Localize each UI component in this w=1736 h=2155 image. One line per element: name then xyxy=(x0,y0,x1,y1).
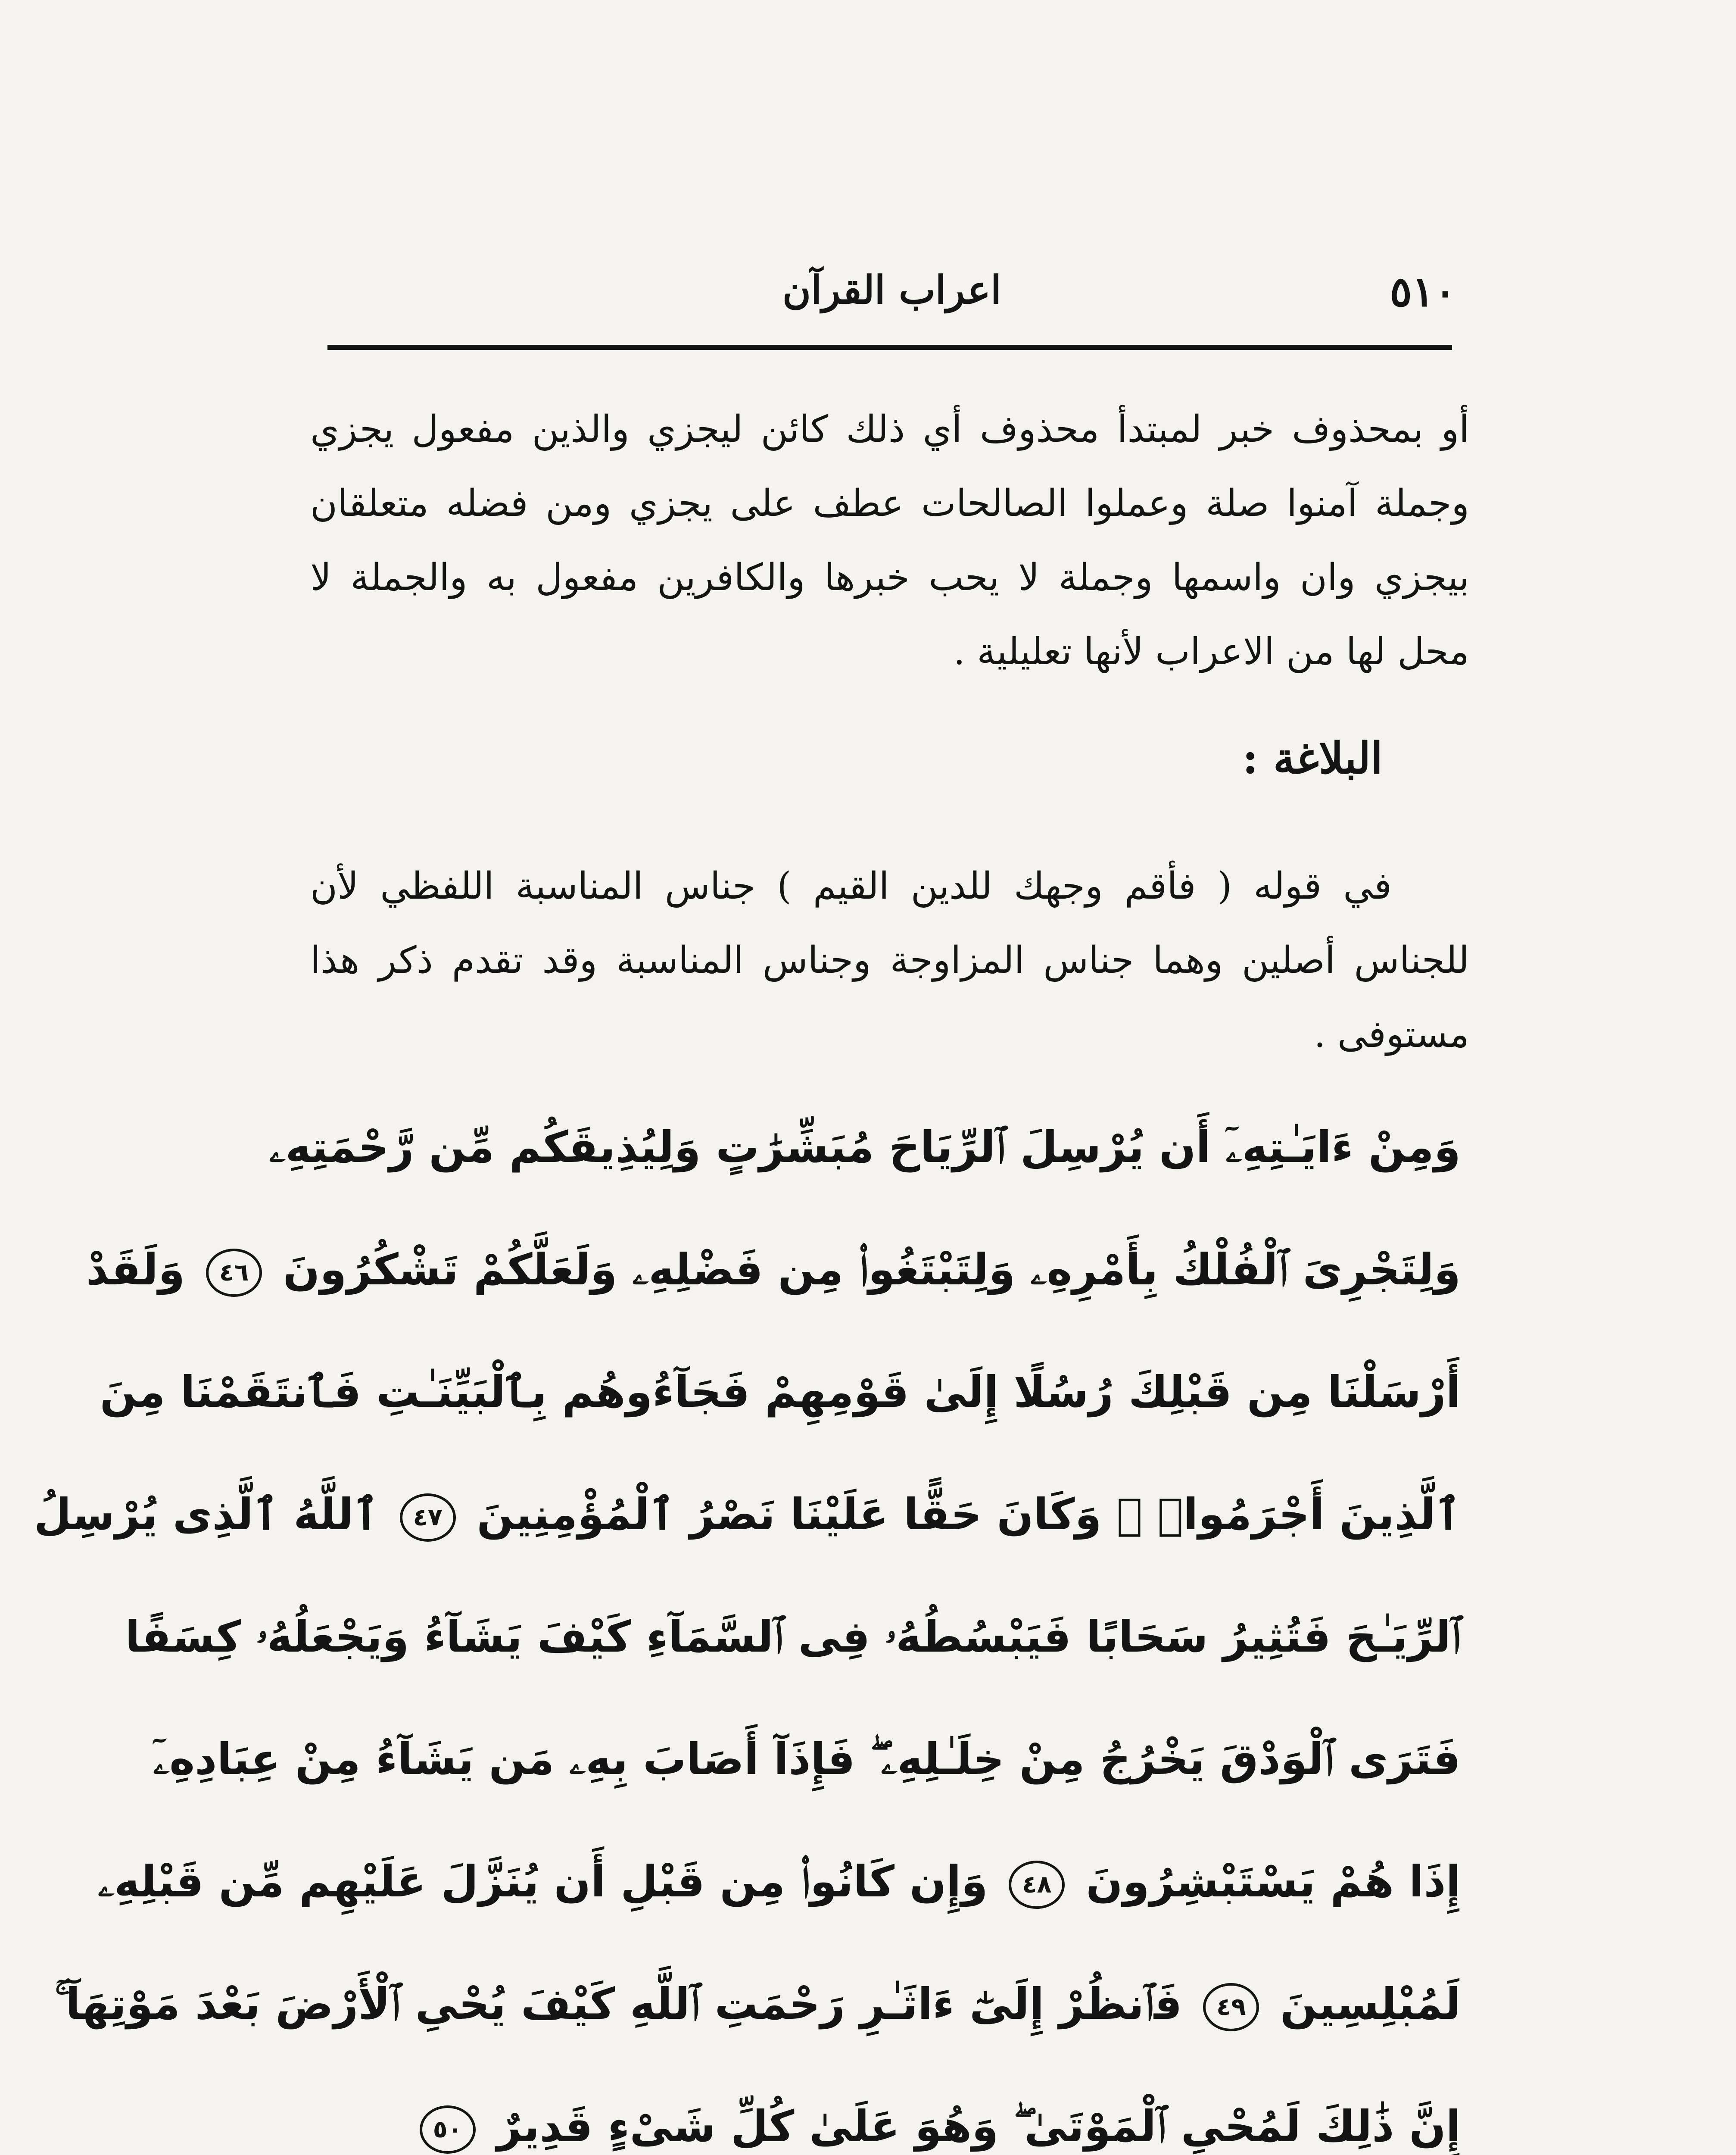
verse-text: إِذَا هُمْ يَسْتَبْشِرُونَ xyxy=(1086,1856,1461,1907)
verse-text: وَمِنْ ءَايَـٰتِهِۦٓ أَن يُرْسِلَ ٱلرِّيَاحَ مُبَشِّرَٰتٍ وَلِيُذِيقَكُم مِّن رَّحْمَتِهِۦ xyxy=(269,1122,1461,1172)
quran-verses xyxy=(34,1086,1461,2155)
verse-line xyxy=(100,1331,1461,1453)
ayah-number-marker: ٤٩ xyxy=(1203,1983,1259,2031)
verse-text: وَإِن كَانُوا۟ مِن قَبْلِ أَن يُنَزَّلَ عَلَيْهِم مِّن قَبْلِهِۦ xyxy=(98,1856,988,1907)
verse-line xyxy=(336,2065,1461,2155)
irab-text: أو بمحذوف خبر لمبتدأ محذوف أي ذلك كائن ليجزي والذين مفعول يجزي وجملة آمنوا صلة وعملوا الصالحات عطف على يجزي ومن فضله متعلقان بيجزي وان واسمها وجملة لا يحب خبرها والكافرين مفعول به والجملة لا محل لها من الاعراب لأنها تعليلية . xyxy=(310,408,1469,673)
running-title: اعراب القرآن xyxy=(782,267,1002,313)
ayah-number-marker: ٤٦ xyxy=(206,1249,262,1297)
verse-line xyxy=(269,1086,1461,1209)
ayah-number-marker: ٥٠ xyxy=(420,2105,476,2154)
balagha-heading: البلاغة : xyxy=(1242,733,1383,784)
irab-paragraph xyxy=(310,392,1469,689)
verse-text: وَلَقَدْ xyxy=(86,1244,185,1295)
verse-line xyxy=(98,1821,1461,1943)
balagha-paragraph xyxy=(310,849,1469,1071)
verse-line xyxy=(55,1943,1461,2065)
verse-text: فَتَرَى ٱلْوَدْقَ يَخْرُجُ مِنْ خِلَـٰلِهِۦ ۖ فَإِذَآ أَصَابَ بِهِۦ مَن يَشَآءُ مِنْ عِبَادِهِۦٓ xyxy=(153,1734,1461,1784)
verse-line xyxy=(125,1576,1461,1698)
ayah-number-marker: ٤٧ xyxy=(400,1493,456,1542)
balagha-text: في قوله ( فأقم وجهك للدين القيم ) جناس المناسبة اللفظي لأن للجناس أصلين وهما جناس المزاوجة وجناس المناسبة وقد تقدم ذكر هذا مستوفى . xyxy=(310,865,1469,1056)
page-number: ٥١٠ xyxy=(1390,267,1456,316)
verse-line xyxy=(86,1209,1461,1331)
verse-text: لَمُبْلِسِينَ xyxy=(1280,1979,1461,2029)
verse-line xyxy=(153,1698,1461,1821)
header-rule xyxy=(327,345,1452,350)
verse-text: وَلِتَجْرِىَ ٱلْفُلْكُ بِأَمْرِهِۦ وَلِتَبْتَغُوا۟ مِن فَضْلِهِۦ وَلَعَلَّكُمْ تَشْكُرُونَ xyxy=(283,1244,1461,1295)
ayah-number-marker: ٤٨ xyxy=(1009,1861,1065,1909)
verse-text: فَٱنظُرْ إِلَىٰٓ ءَاثَـٰرِ رَحْمَتِ ٱللَّهِ كَيْفَ يُحْىِ ٱلْأَرْضَ بَعْدَ مَوْتِهَآ ۚ xyxy=(55,1979,1182,2029)
verse-text: ٱلَّذِينَ أَجْرَمُوا۟ ۖ وَكَانَ حَقًّا عَلَيْنَا نَصْرُ ٱلْمُؤْمِنِينَ xyxy=(477,1489,1461,1540)
verse-text: ٱلرِّيَـٰحَ فَتُثِيرُ سَحَابًا فَيَبْسُطُهُۥ فِى ٱلسَّمَآءِ كَيْفَ يَشَآءُ وَيَجْعَلُهُۥ كِسَفًا xyxy=(125,1612,1461,1662)
page-header xyxy=(327,259,1456,323)
verse-text: إِنَّ ذَٰلِكَ لَمُحْىِ ٱلْمَوْتَىٰ ۖ وَهُوَ عَلَىٰ كُلِّ شَىْءٍ قَدِيرٌ xyxy=(496,2101,1461,2152)
verse-text: أَرْسَلْنَا مِن قَبْلِكَ رُسُلًا إِلَىٰ قَوْمِهِمْ فَجَآءُوهُم بِٱلْبَيِّنَـٰتِ فَٱنتَقَمْنَا مِنَ xyxy=(100,1367,1461,1417)
verse-line xyxy=(34,1453,1461,1576)
verse-text: ٱللَّهُ ٱلَّذِى يُرْسِلُ xyxy=(34,1489,379,1540)
